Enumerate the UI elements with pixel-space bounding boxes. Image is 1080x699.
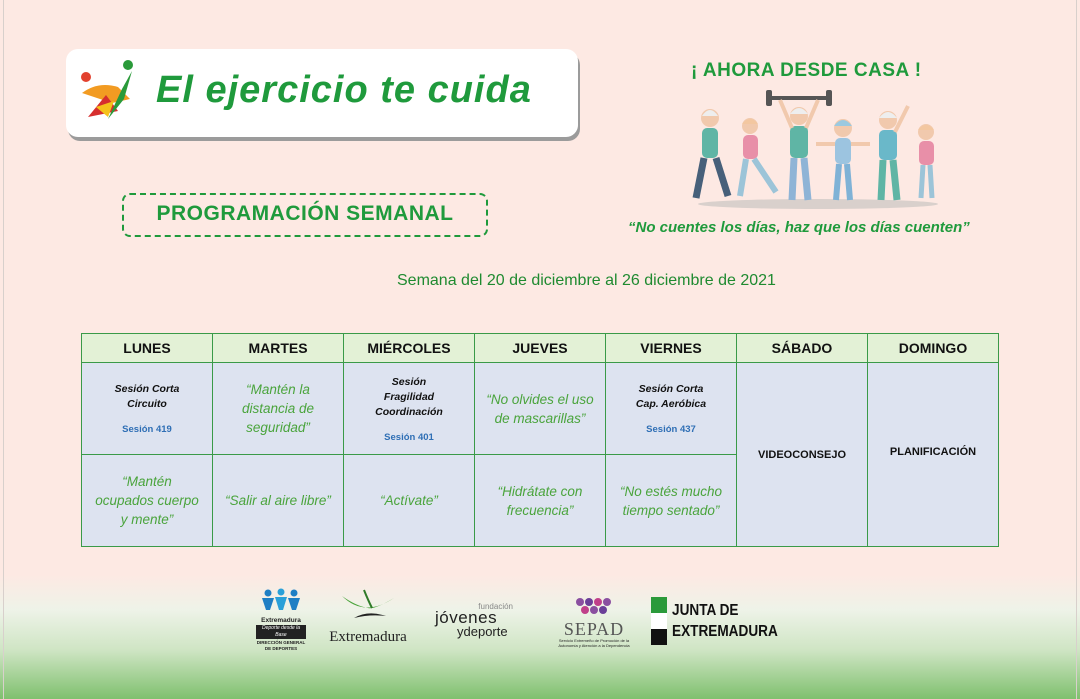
day-header-lunes: LUNES — [82, 334, 213, 363]
cell-jueves-tip-2 — [475, 455, 606, 547]
table-header-row — [82, 334, 999, 363]
cell-miercoles-session — [344, 363, 475, 455]
day-header-sabado: SÁBADO — [737, 334, 868, 363]
planificacion-label: PLANIFICACIÓN — [889, 445, 977, 458]
logo5-line-a: JUNTA DE — [672, 602, 739, 619]
day-header-viernes: VIERNES — [606, 334, 737, 363]
session-number: Sesión 419 — [122, 424, 172, 435]
tip-text: “Salir al aire libre” — [225, 493, 331, 508]
weekly-schedule-table — [81, 333, 999, 547]
logo-extremadura — [320, 588, 416, 648]
cell-miercoles-tip — [344, 455, 475, 547]
elderly-exercising-illustration — [688, 88, 948, 210]
cell-martes-tip — [213, 363, 344, 455]
ahora-desde-casa-heading: ¡ AHORA DESDE CASA ! — [691, 60, 922, 81]
session-number: Sesión 401 — [384, 431, 434, 443]
day-header-miercoles: MIÉRCOLES — [344, 334, 475, 363]
session-line: Fragilidad — [383, 390, 435, 403]
logo-sepad — [555, 597, 633, 647]
day-header-martes: MARTES — [213, 334, 344, 363]
logo3-line-a: jóvenes — [435, 608, 498, 627]
logo-deporte-extremadura — [256, 588, 306, 650]
cell-lunes-tip — [82, 455, 213, 547]
leaf-logo-icon — [338, 588, 398, 624]
logo2-name: Extremadura — [329, 629, 407, 645]
logo1-tagline: Deporte desde la Base — [256, 625, 306, 639]
motivational-quote: “No cuentes los días, haz que los días cuenten” — [628, 219, 970, 236]
tip-text: “Mantén la distancia de seguridad” — [241, 382, 315, 435]
logo1-subtitle: DIRECCIÓN GENERAL DE DEPORTES — [256, 640, 306, 651]
tip-text: “Actívate” — [380, 493, 438, 508]
people-logo-icon — [256, 588, 306, 612]
session-line: Circuito — [127, 398, 167, 410]
day-header-jueves: JUEVES — [475, 334, 606, 363]
cell-domingo — [868, 363, 999, 547]
session-line: Cap. Aeróbica — [635, 398, 707, 410]
table-row — [82, 363, 999, 455]
tip-text: “No olvides el uso de mascarillas” — [486, 391, 594, 426]
cell-jueves-tip — [475, 363, 606, 455]
logo3-top: fundación — [478, 602, 513, 611]
session-line: Sesión Corta — [638, 383, 704, 395]
program-logo-banner — [66, 49, 578, 137]
programacion-semanal-banner — [122, 193, 488, 237]
logo-fundacion-jovenes-deporte — [435, 603, 535, 643]
logo5-line-b: EXTREMADURA — [672, 623, 778, 640]
program-title: El ejercicio te cuida — [156, 69, 532, 111]
cell-viernes-session — [606, 363, 737, 455]
cell-sabado — [737, 363, 868, 547]
session-line: Sesión Corta — [114, 383, 180, 395]
logo4-subtitle: Servicio Extremeño de Promoción de la Autonomía y Atención a la Dependencia — [558, 638, 630, 648]
tip-text: “Hidrátate con frecuencia” — [497, 483, 583, 518]
logo-junta-extremadura — [651, 597, 781, 647]
logo3-line-b: ydeporte — [457, 624, 508, 639]
cell-martes-tip-2 — [213, 455, 344, 547]
logo1-name: Extremadura — [261, 617, 301, 624]
tip-text: “Mantén ocupados cuerpo y mente” — [95, 474, 199, 527]
logo4-name: SEPAD — [563, 619, 625, 639]
sepad-dots-icon — [572, 597, 616, 615]
session-line: Coordinación — [375, 405, 443, 418]
videoconsejo-label: VIDEOCONSEJO — [757, 448, 847, 461]
week-range-text: Semana del 20 de diciembre al 26 diciembre de 2021 — [397, 272, 776, 289]
session-line: Sesión — [391, 375, 427, 388]
cell-lunes-session — [82, 363, 213, 455]
junta-flag-icon — [651, 597, 667, 645]
cell-viernes-tip — [606, 455, 737, 547]
day-header-domingo: DOMINGO — [868, 334, 999, 363]
programacion-semanal-title: PROGRAMACIÓN SEMANAL — [156, 202, 454, 225]
program-logo-icon — [78, 59, 138, 125]
session-number: Sesión 437 — [646, 424, 696, 435]
tip-text: “No estés mucho tiempo sentado” — [619, 483, 723, 518]
